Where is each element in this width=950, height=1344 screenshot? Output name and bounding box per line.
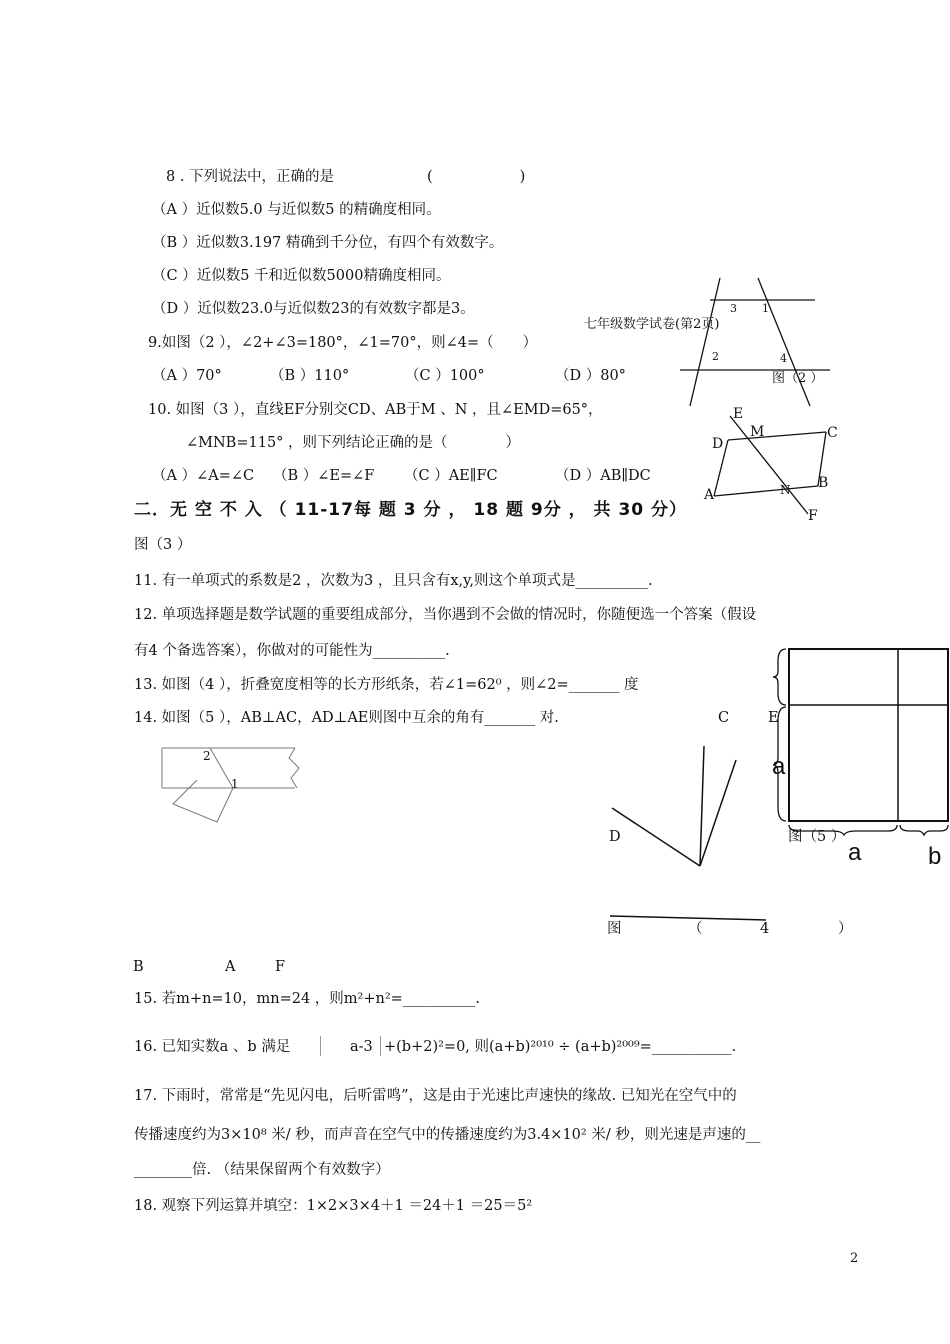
- q9-stem: 9.如图（2 ），∠2+∠3=180°，∠1=70°，则∠4=（ ）: [148, 335, 538, 351]
- q9-option-c: （C ）100°: [405, 368, 485, 384]
- q18-text: 18. 观察下列运算并填空：1×2×3×4＋1 ＝24＋1 ＝25＝5²: [134, 1198, 533, 1214]
- fig13-label-1: 1: [231, 777, 239, 791]
- q14-text: 14. 如图（5 ），AB⊥AC，AD⊥AE则图中互余的角有_______ 对.: [134, 710, 559, 726]
- q8-bracket: ( ): [427, 169, 526, 185]
- q8-option-b: （B ）近似数3.197 精确到千分位，有四个有效数字。: [152, 235, 504, 251]
- fig3-label-f: F: [808, 508, 818, 524]
- fig2-label-3: 3: [730, 302, 737, 315]
- q10-option-c: （C ）AE∥FC: [404, 468, 498, 484]
- q8-stem: 8 . 下列说法中，正确的是: [166, 169, 335, 185]
- q16-abs-bar-left: [320, 1036, 321, 1056]
- fig4-caption-tu: 图: [607, 921, 622, 937]
- q16-part3: +(b+2)²=0, 则(a+b)²⁰¹⁰ ÷ (a+b)²⁰⁰⁹=___________.: [384, 1039, 737, 1055]
- fig3-label-e: E: [733, 406, 744, 422]
- q10-option-d: （D ）AB∥DC: [555, 468, 651, 484]
- fig4-caption-open: （: [688, 921, 703, 937]
- fig3-label-n: N: [780, 483, 791, 497]
- q9-option-d: （D ）80°: [555, 368, 626, 384]
- q17-line2: 传播速度约为3×10⁸ 米/ 秒，而声音在空气中的传播速度约为3.4×10² 米/ 秒，则光速是声速的__: [134, 1127, 761, 1143]
- q8-option-c: （C ）近似数5 千和近似数5000精确度相同。: [152, 268, 451, 284]
- q8-option-d: （D ）近似数23.0与近似数23的有效数字都是3。: [152, 301, 475, 317]
- q17-line1: 17. 下雨时，常常是“先见闪电，后听雷鸣”，这是由于光速比声速快的缘故. 已知光在空气中的: [134, 1088, 737, 1104]
- q9-option-a: （A ）70°: [152, 368, 222, 384]
- fig5-caption: 图（5 ）: [788, 829, 846, 845]
- fig-letter-e: E: [768, 710, 779, 726]
- fig5-label-a-bottom: a: [848, 839, 862, 866]
- q10-stem2: ∠MNB=115° ，则下列结论正确的是（ ）: [186, 435, 521, 451]
- fig5-label-b-bottom: b: [928, 843, 942, 870]
- page-header-overlay: 七年级数学试卷(第2页): [584, 317, 720, 332]
- q8-option-a: （A ）近似数5.0 与近似数5 的精确度相同。: [152, 202, 441, 218]
- page-number: 2: [850, 1251, 859, 1266]
- fig3-label-m: M: [750, 424, 765, 440]
- q13-text: 13. 如图（4 ），折叠宽度相等的长方形纸条，若∠1=62⁰ ，则∠2=_______ 度: [134, 677, 639, 693]
- q10-option-a: （A ）∠A=∠C: [152, 468, 255, 484]
- figure-5-diagram: [770, 645, 950, 845]
- fig3-caption: 图（3 ）: [134, 537, 192, 553]
- fig4-caption-num: 4: [760, 921, 770, 937]
- q16-part2: a-3: [350, 1039, 373, 1055]
- q16-abs-bar-right: [380, 1036, 381, 1056]
- fig-letter-b: B: [133, 959, 144, 975]
- fig-letter-c: C: [718, 710, 730, 726]
- q15-text: 15. 若m+n=10，mn=24 ，则m²+n²=__________.: [134, 991, 480, 1007]
- q10-stem: 10. 如图（3 ），直线EF分别交CD、AB于M 、N ，且∠EMD=65°，: [148, 402, 603, 418]
- q17-line3: ________倍. （结果保留两个有效数字）: [134, 1162, 390, 1178]
- fig13-label-2: 2: [203, 749, 211, 763]
- fig-letter-d: D: [609, 829, 621, 845]
- fig3-label-d: D: [712, 436, 724, 452]
- fig2-label-1: 1: [762, 302, 769, 315]
- fig2-label-4: 4: [780, 352, 787, 365]
- fig3-label-b: B: [818, 475, 829, 491]
- q11-text: 11. 有一单项式的系数是2 ，次数为3 ，且只含有x,y,则这个单项式是__________.: [134, 573, 653, 589]
- figure-2-diagram: [670, 270, 840, 410]
- fig4-caption-close: ）: [838, 921, 853, 937]
- fig3-label-c: C: [827, 425, 838, 441]
- fig2-label-2: 2: [712, 350, 719, 363]
- q16-part1: 16. 已知实数a 、b 满足: [134, 1039, 291, 1055]
- fig5-label-a-side: a: [772, 753, 786, 780]
- figure-3-diagram: [700, 404, 850, 524]
- fig-letter-f: F: [275, 959, 286, 975]
- section-2-title: 二．无 空 不 入 （ 11-17每 题 3 分 ， 18 题 9分 ， 共 30 分）: [134, 500, 688, 520]
- q9-option-b: （B ）110°: [270, 368, 350, 384]
- figure-4-diagram: [600, 740, 780, 920]
- fig3-label-a: A: [704, 487, 715, 503]
- q10-option-b: （B ）∠E=∠F: [273, 468, 375, 484]
- fig2-caption: 图（2 ）: [772, 371, 824, 386]
- fig-letter-a: A: [225, 959, 236, 975]
- figure-13-folded-strip: [155, 740, 315, 830]
- q12-line1: 12. 单项选择题是数学试题的重要组成部分，当你遇到不会做的情况时，你随便选一个答案（假设: [134, 607, 757, 623]
- q12-line2: 有4 个备选答案），你做对的可能性为__________.: [134, 643, 450, 659]
